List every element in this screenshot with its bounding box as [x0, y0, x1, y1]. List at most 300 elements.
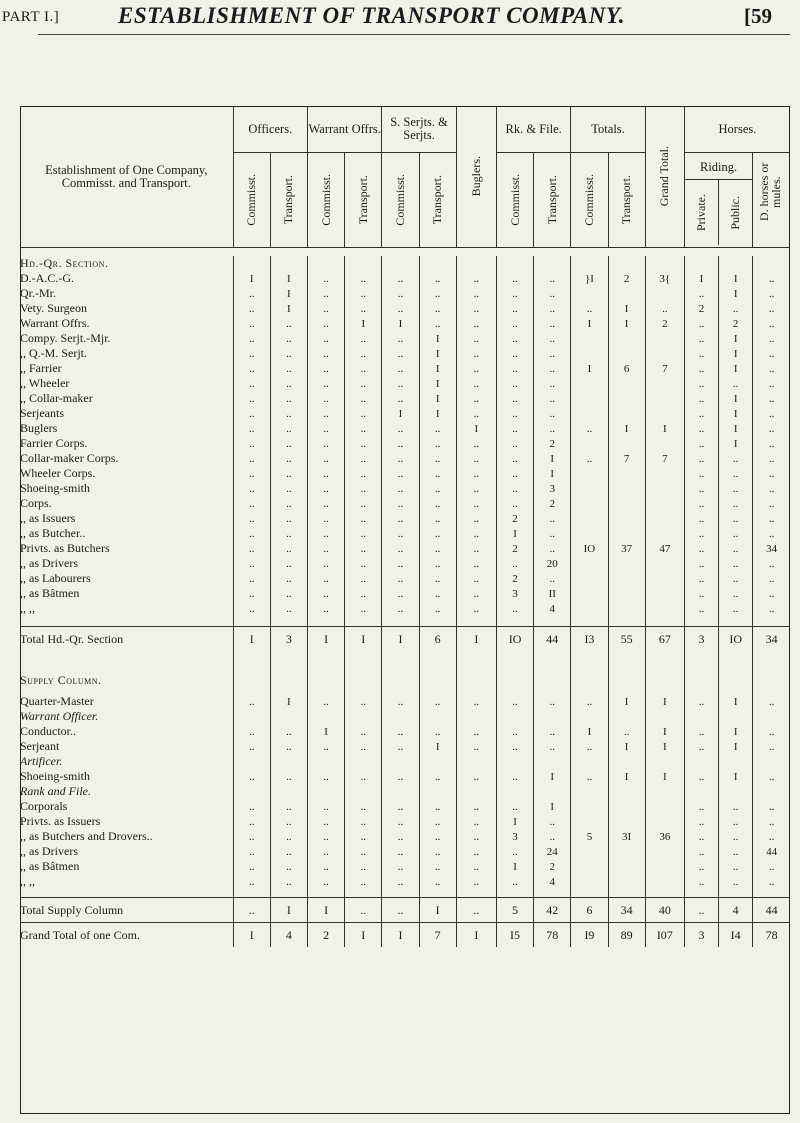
row-label: Total Hd.-Qr. Section: [20, 627, 233, 652]
row-value: ..: [753, 571, 790, 586]
row-value: [608, 286, 645, 301]
row-value: 7: [419, 923, 456, 948]
row-value: ..: [419, 316, 456, 331]
row-label: ,, Farrier: [20, 361, 62, 375]
row-value: ..: [684, 316, 718, 331]
row-value: [645, 406, 684, 421]
row-value: ..: [307, 496, 344, 511]
row-value: ..: [753, 421, 790, 436]
col-label-private: Private.: [693, 194, 708, 231]
row-value: I: [270, 898, 307, 923]
table-row: [20, 271, 790, 286]
row-value: ..: [456, 331, 496, 346]
row-value: ..: [233, 481, 270, 496]
row-value: ..: [719, 301, 753, 316]
row-label: Total Supply Column: [20, 898, 233, 923]
row-value: ..: [753, 496, 790, 511]
col-establishment: Establishment of One Company, Commisst. and Transport.: [20, 106, 233, 248]
row-value: ..: [719, 874, 753, 889]
row-value: [571, 406, 608, 421]
row-value: ..: [684, 724, 718, 739]
row-label: D.-A.C.-G.: [20, 271, 74, 285]
row-value: ..: [534, 511, 571, 526]
row-value: ..: [753, 466, 790, 481]
row-value: ..: [233, 586, 270, 601]
subsection-rank-file: Rank and File.: [20, 784, 91, 798]
row-value: 34: [608, 898, 645, 923]
row-value: I: [345, 627, 382, 652]
row-value: ..: [233, 898, 270, 923]
table-row: [20, 526, 790, 541]
row-value: ..: [307, 271, 344, 286]
table-row: [20, 814, 790, 829]
row-label: ,, as Issuers: [20, 511, 76, 525]
row-value: 4: [270, 923, 307, 948]
row-value: 5: [571, 829, 608, 844]
row-value: ..: [684, 331, 718, 346]
col-serjts-transport: [419, 153, 456, 248]
row-value: ..: [233, 361, 270, 376]
row-value: ..: [534, 331, 571, 346]
row-value: 3I: [608, 829, 645, 844]
row-value: ..: [419, 466, 456, 481]
row-value: ..: [571, 769, 608, 784]
section-hq: Hd.-Qr. Section.: [20, 256, 109, 270]
row-value: ..: [719, 601, 753, 616]
row-value: ..: [345, 814, 382, 829]
col-group-rk-file: Rk. & File.: [496, 106, 570, 153]
row-value: ..: [345, 346, 382, 361]
page-number: [59: [744, 4, 772, 28]
row-value: ..: [382, 331, 419, 346]
row-value: ..: [684, 814, 718, 829]
col-serjts-commisst: [382, 153, 419, 248]
row-value: [608, 814, 645, 829]
row-value: ..: [684, 421, 718, 436]
row-value: 37: [608, 541, 645, 556]
row-value: 2: [608, 271, 645, 286]
row-value: 2: [684, 301, 718, 316]
table-row: [20, 859, 790, 874]
table-row: [20, 829, 790, 844]
row-value: ..: [307, 376, 344, 391]
row-value: 44: [534, 627, 571, 652]
row-value: ..: [684, 556, 718, 571]
row-value: 24: [534, 844, 571, 859]
col-grand-total: [645, 106, 684, 248]
row-value: I: [608, 769, 645, 784]
row-value: ..: [456, 451, 496, 466]
row-value: ..: [419, 541, 456, 556]
col-officers-commisst: [233, 153, 270, 248]
row-value: ..: [233, 601, 270, 616]
row-value: [608, 391, 645, 406]
row-value: [645, 814, 684, 829]
row-value: ..: [456, 496, 496, 511]
row-value: I: [645, 739, 684, 754]
col-label-d-horses: D. horses or mules.: [756, 162, 783, 222]
row-value: I: [719, 739, 753, 754]
row-value: I: [719, 406, 753, 421]
row-value: ..: [307, 511, 344, 526]
row-value: 34: [753, 541, 790, 556]
row-value: ..: [753, 859, 790, 874]
row-value: I: [233, 627, 270, 652]
row-value: ..: [684, 799, 718, 814]
row-value: ..: [753, 331, 790, 346]
row-value: ..: [233, 421, 270, 436]
row-value: ..: [719, 556, 753, 571]
row-value: 3: [534, 481, 571, 496]
row-value: ..: [456, 511, 496, 526]
col-group-officers: Officers.: [233, 106, 307, 153]
row-value: ..: [345, 526, 382, 541]
row-value: I: [382, 406, 419, 421]
row-value: ..: [753, 586, 790, 601]
establishment-table: [20, 106, 790, 947]
row-label: Qr.-Mr.: [20, 286, 56, 300]
row-value: ..: [345, 739, 382, 754]
row-value: II: [534, 586, 571, 601]
row-value: I: [645, 694, 684, 709]
row-value: 40: [645, 898, 684, 923]
row-value: ..: [684, 859, 718, 874]
row-label: Quarter-Master: [20, 694, 94, 708]
section-supply: Supply Column.: [20, 673, 102, 687]
page-title: ESTABLISHMENT OF TRANSPORT COMPANY.: [118, 3, 625, 28]
row-value: ..: [233, 724, 270, 739]
row-value: ..: [233, 541, 270, 556]
row-value: 78: [534, 923, 571, 948]
row-value: ..: [270, 451, 307, 466]
row-value: ..: [496, 286, 533, 301]
row-value: ..: [345, 799, 382, 814]
row-value: ..: [534, 271, 571, 286]
row-value: ..: [496, 466, 533, 481]
row-value: [571, 331, 608, 346]
row-value: ..: [496, 739, 533, 754]
row-value: ..: [684, 874, 718, 889]
row-value: ..: [345, 571, 382, 586]
row-value: ..: [307, 466, 344, 481]
row-value: ..: [270, 799, 307, 814]
row-value: 3{: [645, 271, 684, 286]
row-value: ..: [307, 481, 344, 496]
row-value: I9: [571, 923, 608, 948]
row-value: ..: [571, 421, 608, 436]
row-value: ..: [270, 406, 307, 421]
row-value: I: [571, 724, 608, 739]
row-label: Shoeing-smith: [20, 769, 91, 783]
row-value: [645, 481, 684, 496]
row-label: ,, as Butchers and Drovers..: [20, 829, 153, 843]
row-value: 34: [753, 627, 790, 652]
row-value: ..: [345, 694, 382, 709]
row-value: ..: [270, 511, 307, 526]
table-row: [20, 571, 790, 586]
row-value: [645, 571, 684, 586]
row-value: I: [307, 898, 344, 923]
row-value: ..: [419, 451, 456, 466]
row-value: ..: [307, 436, 344, 451]
row-value: [571, 571, 608, 586]
row-label: Shoeing-smith: [20, 481, 91, 495]
row-value: ..: [382, 739, 419, 754]
row-value: 2: [534, 496, 571, 511]
row-value: ..: [456, 271, 496, 286]
row-value: ..: [753, 829, 790, 844]
row-value: ..: [684, 481, 718, 496]
row-value: [571, 496, 608, 511]
row-value: [571, 799, 608, 814]
row-value: ..: [496, 391, 533, 406]
row-value: ..: [456, 466, 496, 481]
row-value: ..: [419, 481, 456, 496]
row-label: ,, as Drivers: [20, 556, 78, 570]
row-value: ..: [382, 571, 419, 586]
row-value: ..: [496, 406, 533, 421]
row-value: ..: [456, 316, 496, 331]
row-value: ..: [345, 829, 382, 844]
row-value: I: [534, 799, 571, 814]
row-value: ..: [534, 739, 571, 754]
row-value: ..: [684, 511, 718, 526]
row-value: ..: [684, 571, 718, 586]
row-value: [608, 376, 645, 391]
table-row: [20, 541, 790, 556]
row-value: ..: [345, 724, 382, 739]
row-value: ..: [382, 541, 419, 556]
row-value: ..: [496, 421, 533, 436]
row-value: ..: [419, 874, 456, 889]
row-value: ..: [419, 421, 456, 436]
row-value: ..: [419, 769, 456, 784]
row-value: ..: [456, 829, 496, 844]
row-value: ..: [534, 526, 571, 541]
row-value: 3: [270, 627, 307, 652]
row-value: ..: [496, 331, 533, 346]
row-label: Serjeants: [20, 406, 64, 420]
row-value: ..: [345, 898, 382, 923]
row-value: ..: [233, 571, 270, 586]
row-value: I07: [645, 923, 684, 948]
row-value: [571, 859, 608, 874]
table-row: [20, 331, 790, 346]
row-value: ..: [233, 436, 270, 451]
row-value: ..: [382, 421, 419, 436]
row-value: 47: [645, 541, 684, 556]
row-label: ,, as Labourers: [20, 571, 91, 585]
row-value: I: [382, 627, 419, 652]
table-row: [20, 481, 790, 496]
row-value: ..: [270, 874, 307, 889]
row-value: ..: [456, 526, 496, 541]
row-value: ..: [382, 859, 419, 874]
row-value: ..: [684, 406, 718, 421]
row-value: I: [233, 923, 270, 948]
row-value: ..: [345, 496, 382, 511]
row-value: ..: [571, 694, 608, 709]
row-value: ..: [307, 844, 344, 859]
row-label: ,, Collar-maker: [20, 391, 93, 405]
row-value: ..: [419, 511, 456, 526]
row-value: [645, 526, 684, 541]
col-d-horses: [753, 153, 790, 248]
row-value: ..: [345, 541, 382, 556]
row-value: ..: [382, 769, 419, 784]
row-value: ..: [307, 859, 344, 874]
row-value: ..: [496, 271, 533, 286]
row-value: I: [456, 421, 496, 436]
col-label-commisst: Commisst.: [507, 174, 522, 226]
row-value: 3: [496, 586, 533, 601]
row-value: ..: [496, 496, 533, 511]
row-value: I: [608, 694, 645, 709]
row-value: ..: [307, 739, 344, 754]
row-value: I: [719, 769, 753, 784]
col-label-commisst: Commisst.: [318, 174, 333, 226]
row-value: ..: [534, 406, 571, 421]
row-value: ..: [307, 316, 344, 331]
row-value: ..: [382, 814, 419, 829]
row-value: I: [419, 739, 456, 754]
row-value: [608, 436, 645, 451]
row-value: ..: [571, 739, 608, 754]
row-value: ..: [456, 844, 496, 859]
row-value: [645, 859, 684, 874]
row-value: I: [307, 724, 344, 739]
row-value: ..: [684, 769, 718, 784]
row-value: ..: [456, 586, 496, 601]
col-rk-commisst: [496, 153, 533, 248]
row-value: ..: [456, 556, 496, 571]
col-label-transport: Transport.: [355, 175, 370, 225]
row-value: ..: [684, 586, 718, 601]
row-value: ..: [233, 331, 270, 346]
row-value: ..: [345, 769, 382, 784]
row-value: ..: [496, 316, 533, 331]
row-value: ..: [345, 511, 382, 526]
col-totals-transport: [608, 153, 645, 248]
row-value: ..: [496, 361, 533, 376]
row-value: I: [419, 331, 456, 346]
row-value: ..: [753, 556, 790, 571]
table-row: [20, 769, 790, 784]
row-value: [571, 874, 608, 889]
row-value: [571, 586, 608, 601]
row-value: ..: [270, 316, 307, 331]
row-value: ..: [684, 346, 718, 361]
row-value: ..: [719, 451, 753, 466]
row-value: ..: [456, 724, 496, 739]
row-value: ..: [345, 406, 382, 421]
row-value: ..: [307, 586, 344, 601]
row-value: ..: [382, 898, 419, 923]
row-value: ..: [233, 496, 270, 511]
row-value: ..: [382, 436, 419, 451]
row-value: I: [307, 627, 344, 652]
row-value: ..: [684, 496, 718, 511]
row-value: ..: [345, 466, 382, 481]
row-value: ..: [233, 466, 270, 481]
row-value: ..: [345, 286, 382, 301]
row-value: ..: [419, 829, 456, 844]
row-value: ..: [456, 376, 496, 391]
row-value: [645, 844, 684, 859]
row-value: I: [719, 436, 753, 451]
row-value: [608, 586, 645, 601]
row-value: ..: [307, 526, 344, 541]
row-value: ..: [382, 451, 419, 466]
row-value: [608, 331, 645, 346]
row-value: ..: [719, 541, 753, 556]
col-officers-transport: [270, 153, 307, 248]
row-value: ..: [456, 301, 496, 316]
row-value: ..: [684, 844, 718, 859]
row-value: ..: [496, 436, 533, 451]
row-value: I: [382, 316, 419, 331]
row-value: ..: [753, 526, 790, 541]
row-value: I: [456, 627, 496, 652]
col-private: [685, 180, 718, 245]
row-value: ..: [382, 271, 419, 286]
table-row: [20, 511, 790, 526]
row-value: ..: [382, 556, 419, 571]
row-value: ..: [719, 376, 753, 391]
row-value: I: [496, 526, 533, 541]
row-value: ..: [419, 301, 456, 316]
row-value: ..: [345, 331, 382, 346]
row-value: ..: [719, 481, 753, 496]
row-value: ..: [419, 844, 456, 859]
row-value: 4: [719, 898, 753, 923]
row-value: 3: [684, 923, 718, 948]
row-value: ..: [684, 526, 718, 541]
row-label: Collar-maker Corps.: [20, 451, 119, 465]
row-value: [608, 601, 645, 616]
row-value: ..: [233, 511, 270, 526]
col-label-commisst: Commisst.: [392, 174, 407, 226]
row-value: IO: [719, 627, 753, 652]
row-value: ..: [345, 859, 382, 874]
row-label: Corporals: [20, 799, 68, 813]
row-value: 7: [645, 361, 684, 376]
row-value: [571, 286, 608, 301]
row-value: ..: [233, 739, 270, 754]
row-value: ..: [496, 601, 533, 616]
row-value: ..: [496, 556, 533, 571]
row-value: ..: [307, 799, 344, 814]
row-value: ..: [534, 286, 571, 301]
row-value: I: [456, 923, 496, 948]
row-value: ..: [456, 286, 496, 301]
row-value: ..: [270, 724, 307, 739]
table-row: [20, 844, 790, 859]
row-value: ..: [270, 814, 307, 829]
row-value: [645, 331, 684, 346]
row-value: ..: [753, 436, 790, 451]
row-value: ..: [496, 694, 533, 709]
row-value: ..: [719, 844, 753, 859]
row-value: ..: [719, 859, 753, 874]
row-value: ..: [345, 421, 382, 436]
row-value: ..: [753, 694, 790, 709]
table-row: [20, 286, 790, 301]
row-value: ..: [270, 769, 307, 784]
row-value: I: [382, 923, 419, 948]
row-value: [645, 874, 684, 889]
table-row: [20, 301, 790, 316]
